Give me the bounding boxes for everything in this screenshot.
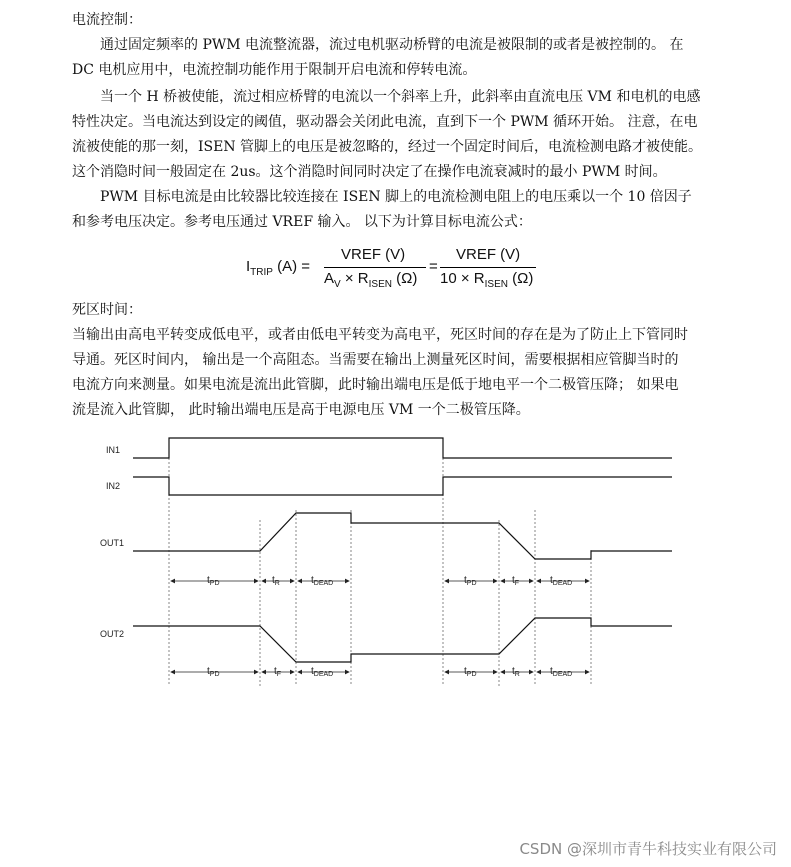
formula-numerator-1: VREF (V) [341,246,406,263]
formula-equals: = [429,258,438,275]
para2-line3: 流被使能的那一刻，ISEN 管脚上的电压是被忽略的，经过一个固定时间后，电流检测电路才被使能。 [72,139,703,155]
out2-tpd-2: $t_{PD}$ [464,666,477,678]
out1-tf-2: $t_F$ [512,575,520,587]
waveform-in1 [133,438,672,458]
formula-numerator-2: VREF (V) [456,246,521,263]
out2-tf-1: $t_F$ [274,666,282,678]
formula-denominator-2: $10 \times R_{ISEN}$ (Ω) [440,270,534,290]
waveform-in2 [133,477,672,495]
para4-line2: 导通。死区时间内， 输出是一个高阻态。当需要在输出上测量死区时间，需要根据相应管脚当时的 [72,352,679,368]
itrip-formula [246,246,546,292]
timing-guides [169,438,591,686]
heading-dead-time: 死区时间： [72,302,142,318]
out1-tdead-1: $t_{DEAD}$ [311,575,334,587]
signal-label-in1: IN1 [106,445,121,455]
para1-line2: DC 电机应用中，电流控制功能作用于限制开启电流和停转电流。 [72,62,477,78]
out1-tpd-2: $t_{PD}$ [464,575,477,587]
para1-line1: 通过固定频率的 PWM 电流整流器，流过电机驱动桥臂的电流是被限制的或者是被控制的。 在 [100,37,684,53]
fraction-bar-2 [440,267,536,268]
para4-line3: 电流方向来测量。如果电流是流出此管脚，此时输出端电压是低于地电平一个二极管压降； 如果电 [72,377,679,393]
out1-interval-labels [207,575,572,587]
waveform-out1 [133,513,672,559]
csdn-watermark: CSDN @深圳市青牛科技实业有限公司 [519,840,777,858]
formula-denominator-1: $A_V \times R_{ISEN}$ (Ω) [324,270,418,290]
out2-interval-labels [207,666,572,678]
para2-line1: 当一个 H 桥被使能，流过相应桥臂的电流以一个斜率上升，此斜率由直流电压 VM 和电机的电感 [100,89,701,105]
para2-line4: 这个消隐时间一般固定在 2us。这个消隐时间同时决定了在操作电流衰减时的最小 PWM 时间。 [72,164,667,180]
fraction-bar-1 [324,267,426,268]
out2-tdead-1: $t_{DEAD}$ [311,666,334,678]
out2-tdead-2: $t_{DEAD}$ [550,666,573,678]
out2-tpd-1: $t_{PD}$ [207,666,220,678]
out1-tr-1: $t_R$ [272,575,280,587]
para2-line2: 特性决定。当电流达到设定的阈值，驱动器会关闭此电流，直到下一个 PWM 循环开始。 注意，在电 [72,114,698,130]
timing-diagram [0,430,791,695]
signal-label-out2: OUT2 [100,629,125,639]
formula-lhs: $I_{TRIP}$ (A) = [246,258,311,278]
out1-tdead-2: $t_{DEAD}$ [550,575,573,587]
signal-label-out1: OUT1 [100,538,125,548]
signal-label-in2: IN2 [106,481,121,491]
para3-line1: PWM 目标电流是由比较器比较连接在 ISEN 脚上的电流检测电阻上的电压乘以一个 10 倍因子 [100,189,692,205]
para3-line2: 和参考电压决定。参考电压通过 VREF 输入。 以下为计算目标电流公式： [72,214,532,230]
out2-tr-2: $t_R$ [512,666,520,678]
para4-line4: 流是流入此管脚， 此时输出端电压是高于电源电压 VM 一个二极管压降。 [72,402,530,418]
out1-tpd-1: $t_{PD}$ [207,575,220,587]
para4-line1: 当输出由高电平转变成低电平，或者由低电平转变为高电平，死区时间的存在是为了防止上下管同时 [72,327,688,343]
heading-current-control: 电流控制： [72,12,142,28]
